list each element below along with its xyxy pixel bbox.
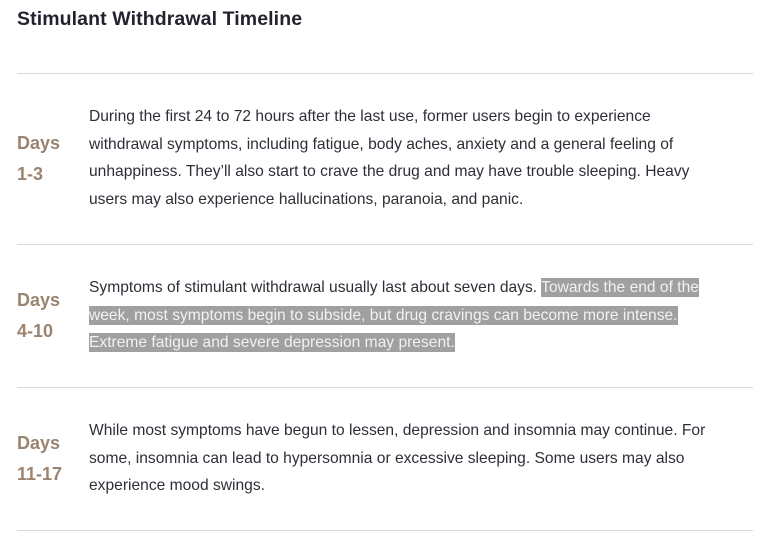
row-description: While most symptoms have begun to lessen, depression and insomnia may continue. For some, insomnia can lead to hypersomnia or excessive sleeping. Some users may also experience mood swings. [89,422,706,494]
row-description[interactable] [89,274,724,357]
divider [17,530,753,531]
days-range: 11-17 [17,464,63,484]
days-range: 1-3 [17,164,44,184]
days-label [17,128,77,190]
days-range: 4-10 [17,321,54,341]
days-word: Days [17,133,61,153]
days-word: Days [17,290,61,310]
row-description: During the first 24 to 72 hours after the last use, former users begin to experience withdrawal symptoms, including fatigue, body aches, anxiety and a general feeling of unhappiness. They’ll also start to crave the drug and may have trouble sleeping. Heavy users may also experience hallucinations, paranoia, and panic. [89,108,690,208]
row-description-text: Symptoms of stimulant withdrawal usually last about seven days. [89,279,542,296]
divider [17,387,753,388]
divider [17,73,753,74]
days-word: Days [17,433,61,453]
selected-text-highlight[interactable]: Towards the end of the week, most symptoms begin to subside, but drug cravings can become more intense. Extreme fatigue and severe depression may present. [89,279,699,351]
days-label [17,428,77,490]
days-label [17,285,77,347]
divider [17,244,753,245]
page-title: Stimulant Withdrawal Timeline [17,8,303,30]
